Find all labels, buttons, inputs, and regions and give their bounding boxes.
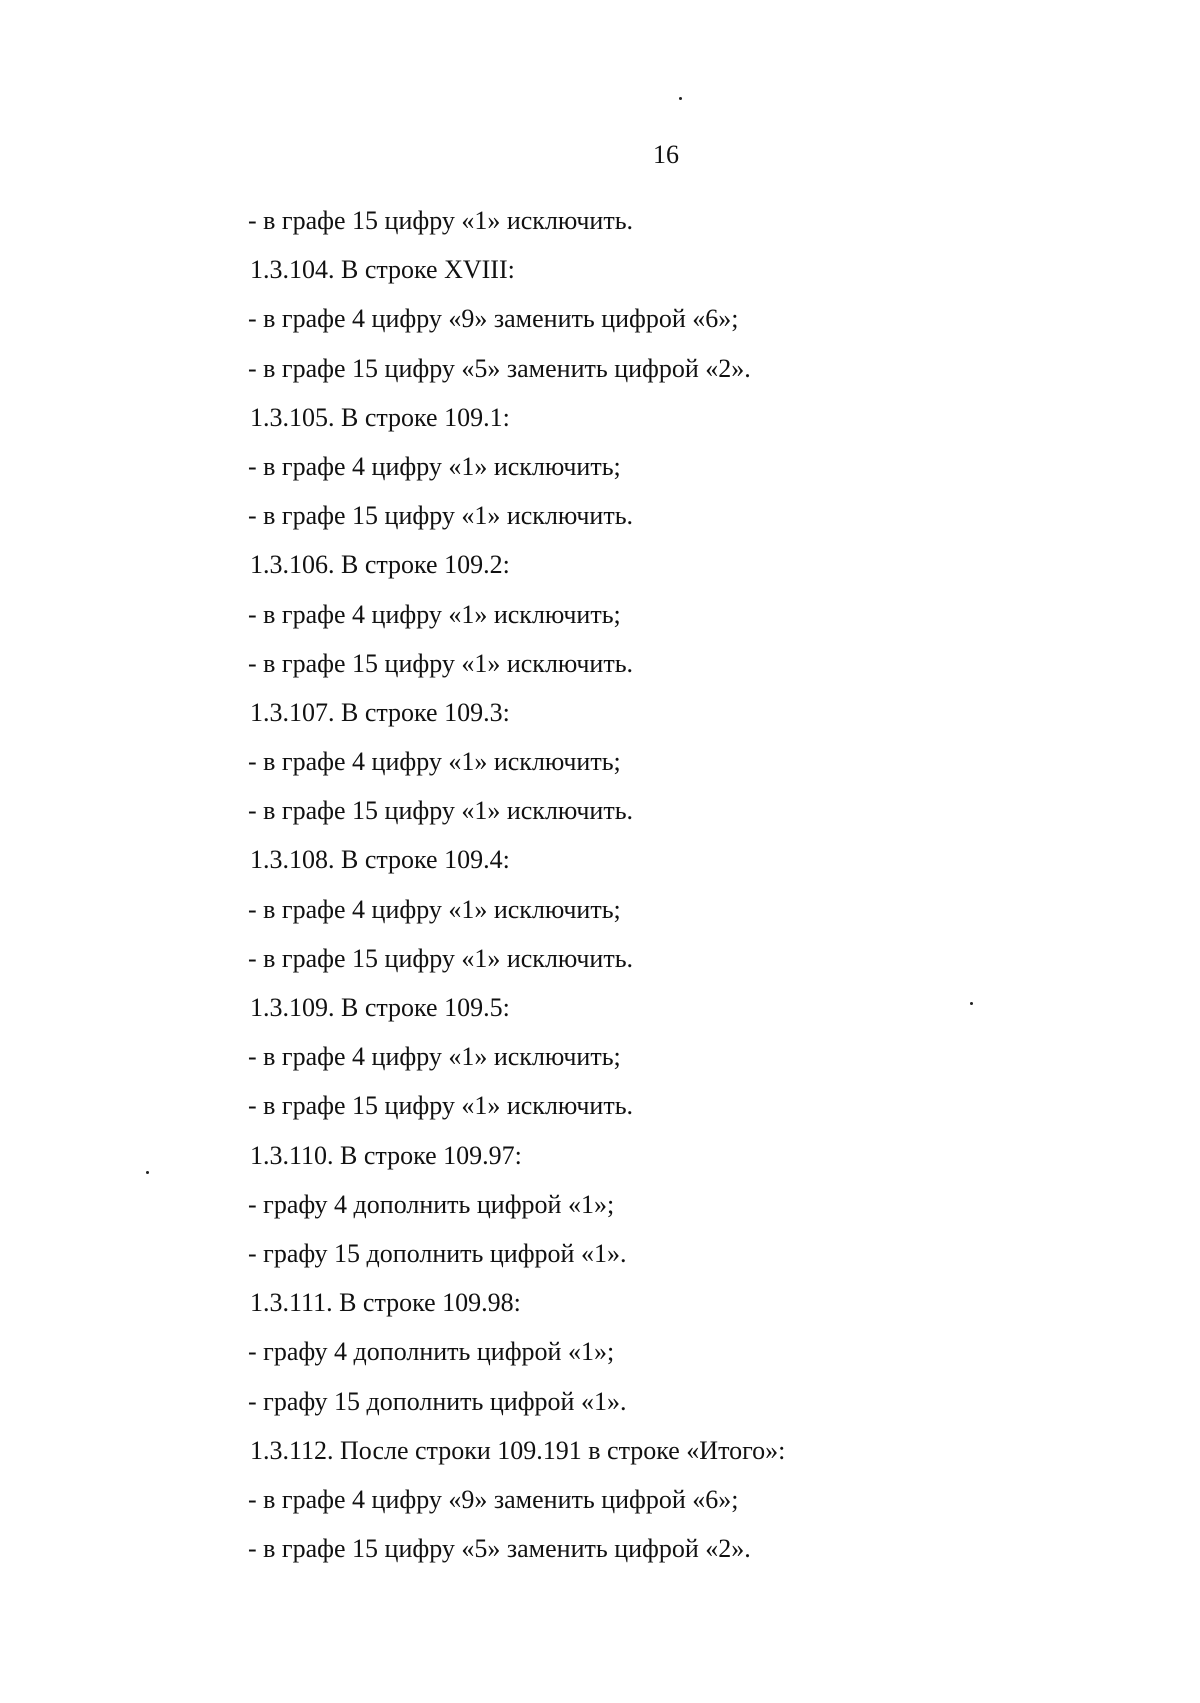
amendment-item: - в графе 4 цифру «1» исключить; [248, 1042, 621, 1072]
amendment-item: - в графе 15 цифру «5» заменить цифрой «2». [248, 1534, 751, 1564]
clause-heading: 1.3.110. В строке 109.97: [250, 1140, 522, 1170]
scan-speck [970, 1002, 973, 1005]
amendment-item: - в графе 4 цифру «1» исключить; [248, 747, 621, 777]
amendment-item: - в графе 15 цифру «1» исключить. [248, 501, 634, 531]
amendment-item: - в графе 4 цифру «1» исключить; [248, 451, 621, 481]
scan-speck [679, 97, 682, 100]
clause-heading: 1.3.105. В строке 109.1: [250, 402, 510, 432]
clause-heading: 1.3.104. В строке XVIII: [250, 255, 515, 285]
amendment-item: - графу 15 дополнить цифрой «1». [248, 1238, 627, 1268]
amendment-list [248, 196, 785, 1573]
amendment-item: - в графе 4 цифру «1» исключить; [248, 894, 621, 924]
clause-heading: 1.3.111. В строке 109.98: [250, 1288, 521, 1318]
clause-heading: 1.3.112. После строки 109.191 в строке «Итого»: [250, 1435, 786, 1465]
amendment-item: - в графе 15 цифру «1» исключить. [248, 796, 634, 826]
amendment-item: - графу 4 дополнить цифрой «1»; [248, 1337, 615, 1367]
amendment-item: - в графе 4 цифру «1» исключить; [248, 599, 621, 629]
amendment-item: - в графе 15 цифру «1» исключить. [248, 206, 634, 235]
amendment-item: - в графе 4 цифру «9» заменить цифрой «6»; [248, 304, 739, 334]
amendment-item: - в графе 15 цифру «1» исключить. [248, 648, 634, 678]
amendment-item: - в графе 15 цифру «5» заменить цифрой «2». [248, 353, 751, 383]
clause-heading: 1.3.108. В строке 109.4: [250, 845, 510, 875]
clause-heading: 1.3.107. В строке 109.3: [250, 697, 510, 727]
amendment-item: - в графе 15 цифру «1» исключить. [248, 1091, 634, 1121]
clause-heading: 1.3.106. В строке 109.2: [250, 550, 510, 580]
amendment-item: - в графе 15 цифру «1» исключить. [248, 943, 634, 973]
amendment-item: - в графе 4 цифру «9» заменить цифрой «6»; [248, 1484, 739, 1514]
page-number: 16 [653, 140, 679, 169]
amendment-item: - графу 4 дополнить цифрой «1»; [248, 1189, 615, 1219]
scan-speck [146, 1171, 149, 1174]
clause-heading: 1.3.109. В строке 109.5: [250, 993, 510, 1022]
amendment-item: - графу 15 дополнить цифрой «1». [248, 1386, 627, 1416]
